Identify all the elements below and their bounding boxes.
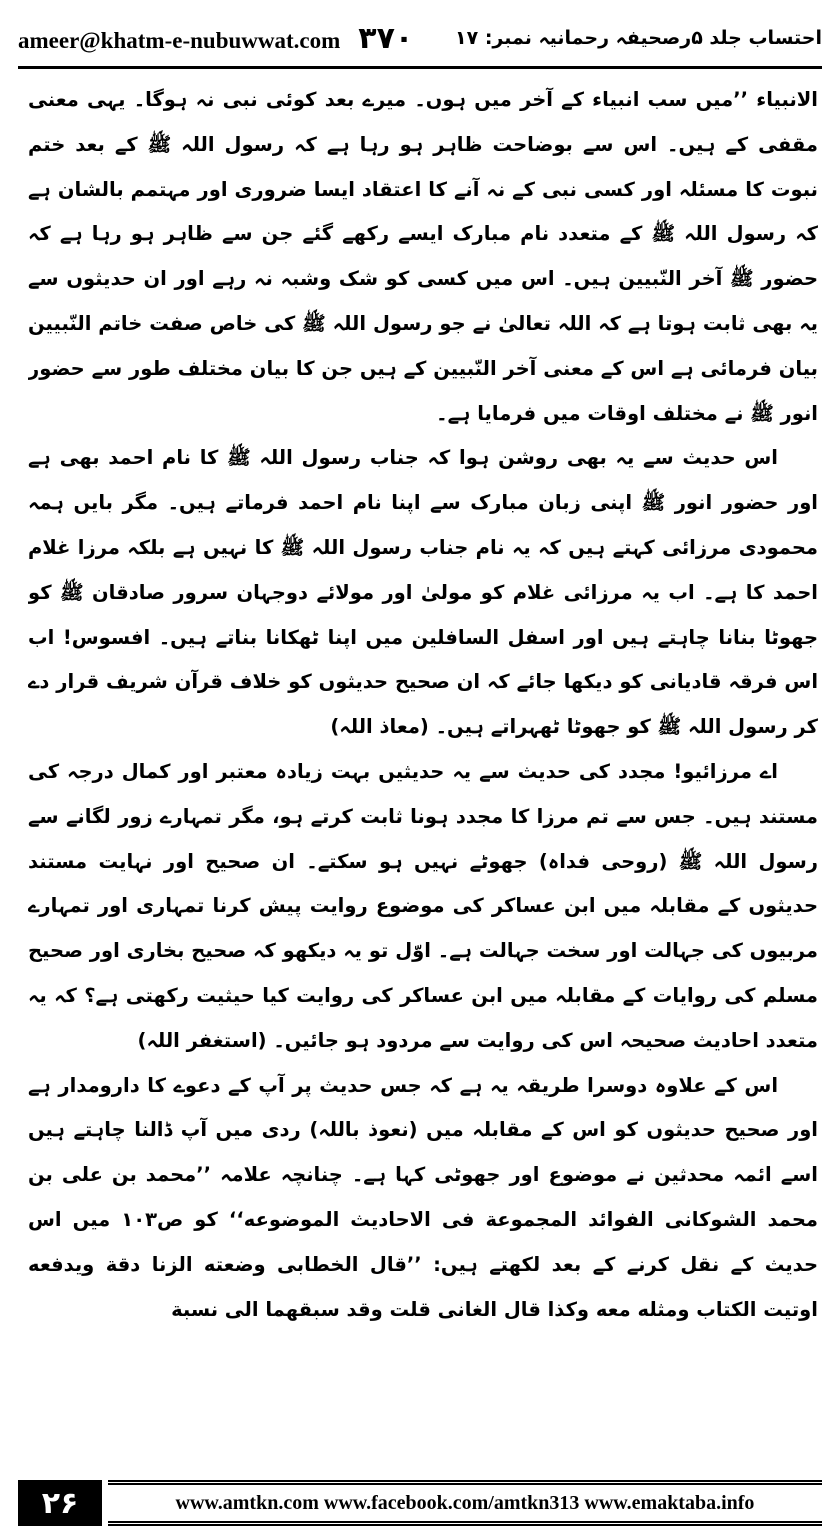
header-rule	[18, 66, 822, 69]
paragraph-4: اس کے علاوہ دوسرا طریقہ یہ ہے کہ جس حدیث پر آپ کے دعوے کا دارومدار ہے اور صحیح حدیثوں کو اس کے مقابلہ میں (نعوذ باللہ) ردی میں آپ ڈالنا چاہتے ہیں اسے ائمہ محدثین نے موضوع اور جھوٹی کہا ہے۔ چنانچہ علامہ ’’محمد بن علی بن محمد الشوکانی الفوائد المجموعة فی الاحادیث الموضوعه‘‘ کو ص۱۰۳ میں اس حدیث کے نقل کرنے کے بعد لکھتے ہیں: ’’قال الخطابی وضعته الزنا دقة ویدفعه اوتیت الکتاب ومثله معه وکذا قال الغانی قلت وقد سبقهما الی نسبة	[28, 1073, 818, 1321]
body-text	[28, 78, 818, 1466]
footer-page-index: ۲۶	[18, 1480, 102, 1526]
paragraph-2: اس حدیث سے یہ بھی روشن ہوا کہ جناب رسول اللہ ﷺ کا نام احمد بھی ہے اور حضور انور ﷺ اپنی زبان مبارک سے اپنا نام احمد فرماتے ہیں۔ مگر بایں ہمہ محمودی مرزائی کہتے ہیں کہ یہ نام جناب رسول اللہ ﷺ کا نہیں ہے بلکہ مرزا غلام احمد کا ہے۔ اب یہ مرزائی غلام کو مولیٰ اور مولائے دوجہان سرور صادقان ﷺ کو جھوٹا بنانا چاہتے ہیں اور اسفل السافلین میں اپنا ٹھکانا بناتے ہیں۔ افسوس! اب اس فرقہ قادیانی کو دیکھا جائے کہ ان صحیح حدیثوں کو خلاف قرآن شریف قرار دے کر رسول اللہ ﷺ کو جھوٹا ٹھہراتے ہیں۔ (معاذ اللہ)	[28, 446, 818, 739]
header-left	[18, 21, 413, 56]
footer-links[interactable]: www.amtkn.com www.facebook.com/amtkn313 www.emaktaba.info	[108, 1480, 822, 1526]
header-journal-title: احتساب جلد ۵رصحیفہ رحمانیہ نمبر: ۱۷	[455, 27, 822, 49]
page-footer	[18, 1478, 822, 1528]
page-header	[18, 12, 822, 64]
header-email: ameer@khatm-e-nubuwwat.com	[18, 27, 341, 53]
paragraph-1: الانبیاء ’’میں سب انبیاء کے آخر میں ہوں۔ میرے بعد کوئی نبی نہ ہوگا۔ یہی معنی مقفی کے ہیں۔ اس سے بوضاحت ظاہر ہو رہا ہے کہ رسول اللہ ﷺ کے بعد ختم نبوت کا مسئلہ اور کسی نبی کے نہ آنے کا اعتقاد ایسا ضروری اور مہتمم بالشان ہے کہ رسول اللہ ﷺ کے متعدد نام مبارک ایسے رکھے گئے جن سے ظاہر ہو رہا ہے کہ حضور ﷺ آخر النّبیین ہیں۔ اس میں کسی کو شک وشبہ نہ رہے اور ان حدیثوں سے یہ بھی ثابت ہوتا ہے کہ اللہ تعالیٰ نے جو رسول اللہ ﷺ کی خاص صفت خاتم النّبیین بیان فرمائی ہے اس کے معنی آخر النّبیین کے ہیں جن کا بیان مختلف طور سے حضور انور ﷺ نے مختلف اوقات میں فرمایا ہے۔	[28, 88, 818, 425]
header-page-number: ۳۷۰	[358, 20, 414, 56]
paragraph-3: اے مرزائیو! مجدد کی حدیث سے یہ حدیثیں بہت زیادہ معتبر اور کمال درجہ کی مستند ہیں۔ جس سے تم مرزا کا مجدد ہونا ثابت کرتے ہو، مگر تمہارے زور لگانے سے رسول اللہ ﷺ (روحی فداہ) جھوٹے نہیں ہو سکتے۔ ان صحیح اور نہایت مستند حدیثوں کے مقابلہ میں ابن عساکر کی موضوع روایت پیش کرنا تمہاری اور تمہارے مربیوں کی جہالت اور سخت جہالت ہے۔ اوّل تو یہ دیکھو کہ صحیح بخاری اور صحیح مسلم کی روایات کے مقابلہ میں ابن عساکر کی روایت کیا حیثیت رکھتی ہے؟ کہ یہ متعدد احادیث صحیحہ اس کی روایت سے مردود ہو جائیں۔ (استغفر اللہ)	[28, 759, 818, 1052]
